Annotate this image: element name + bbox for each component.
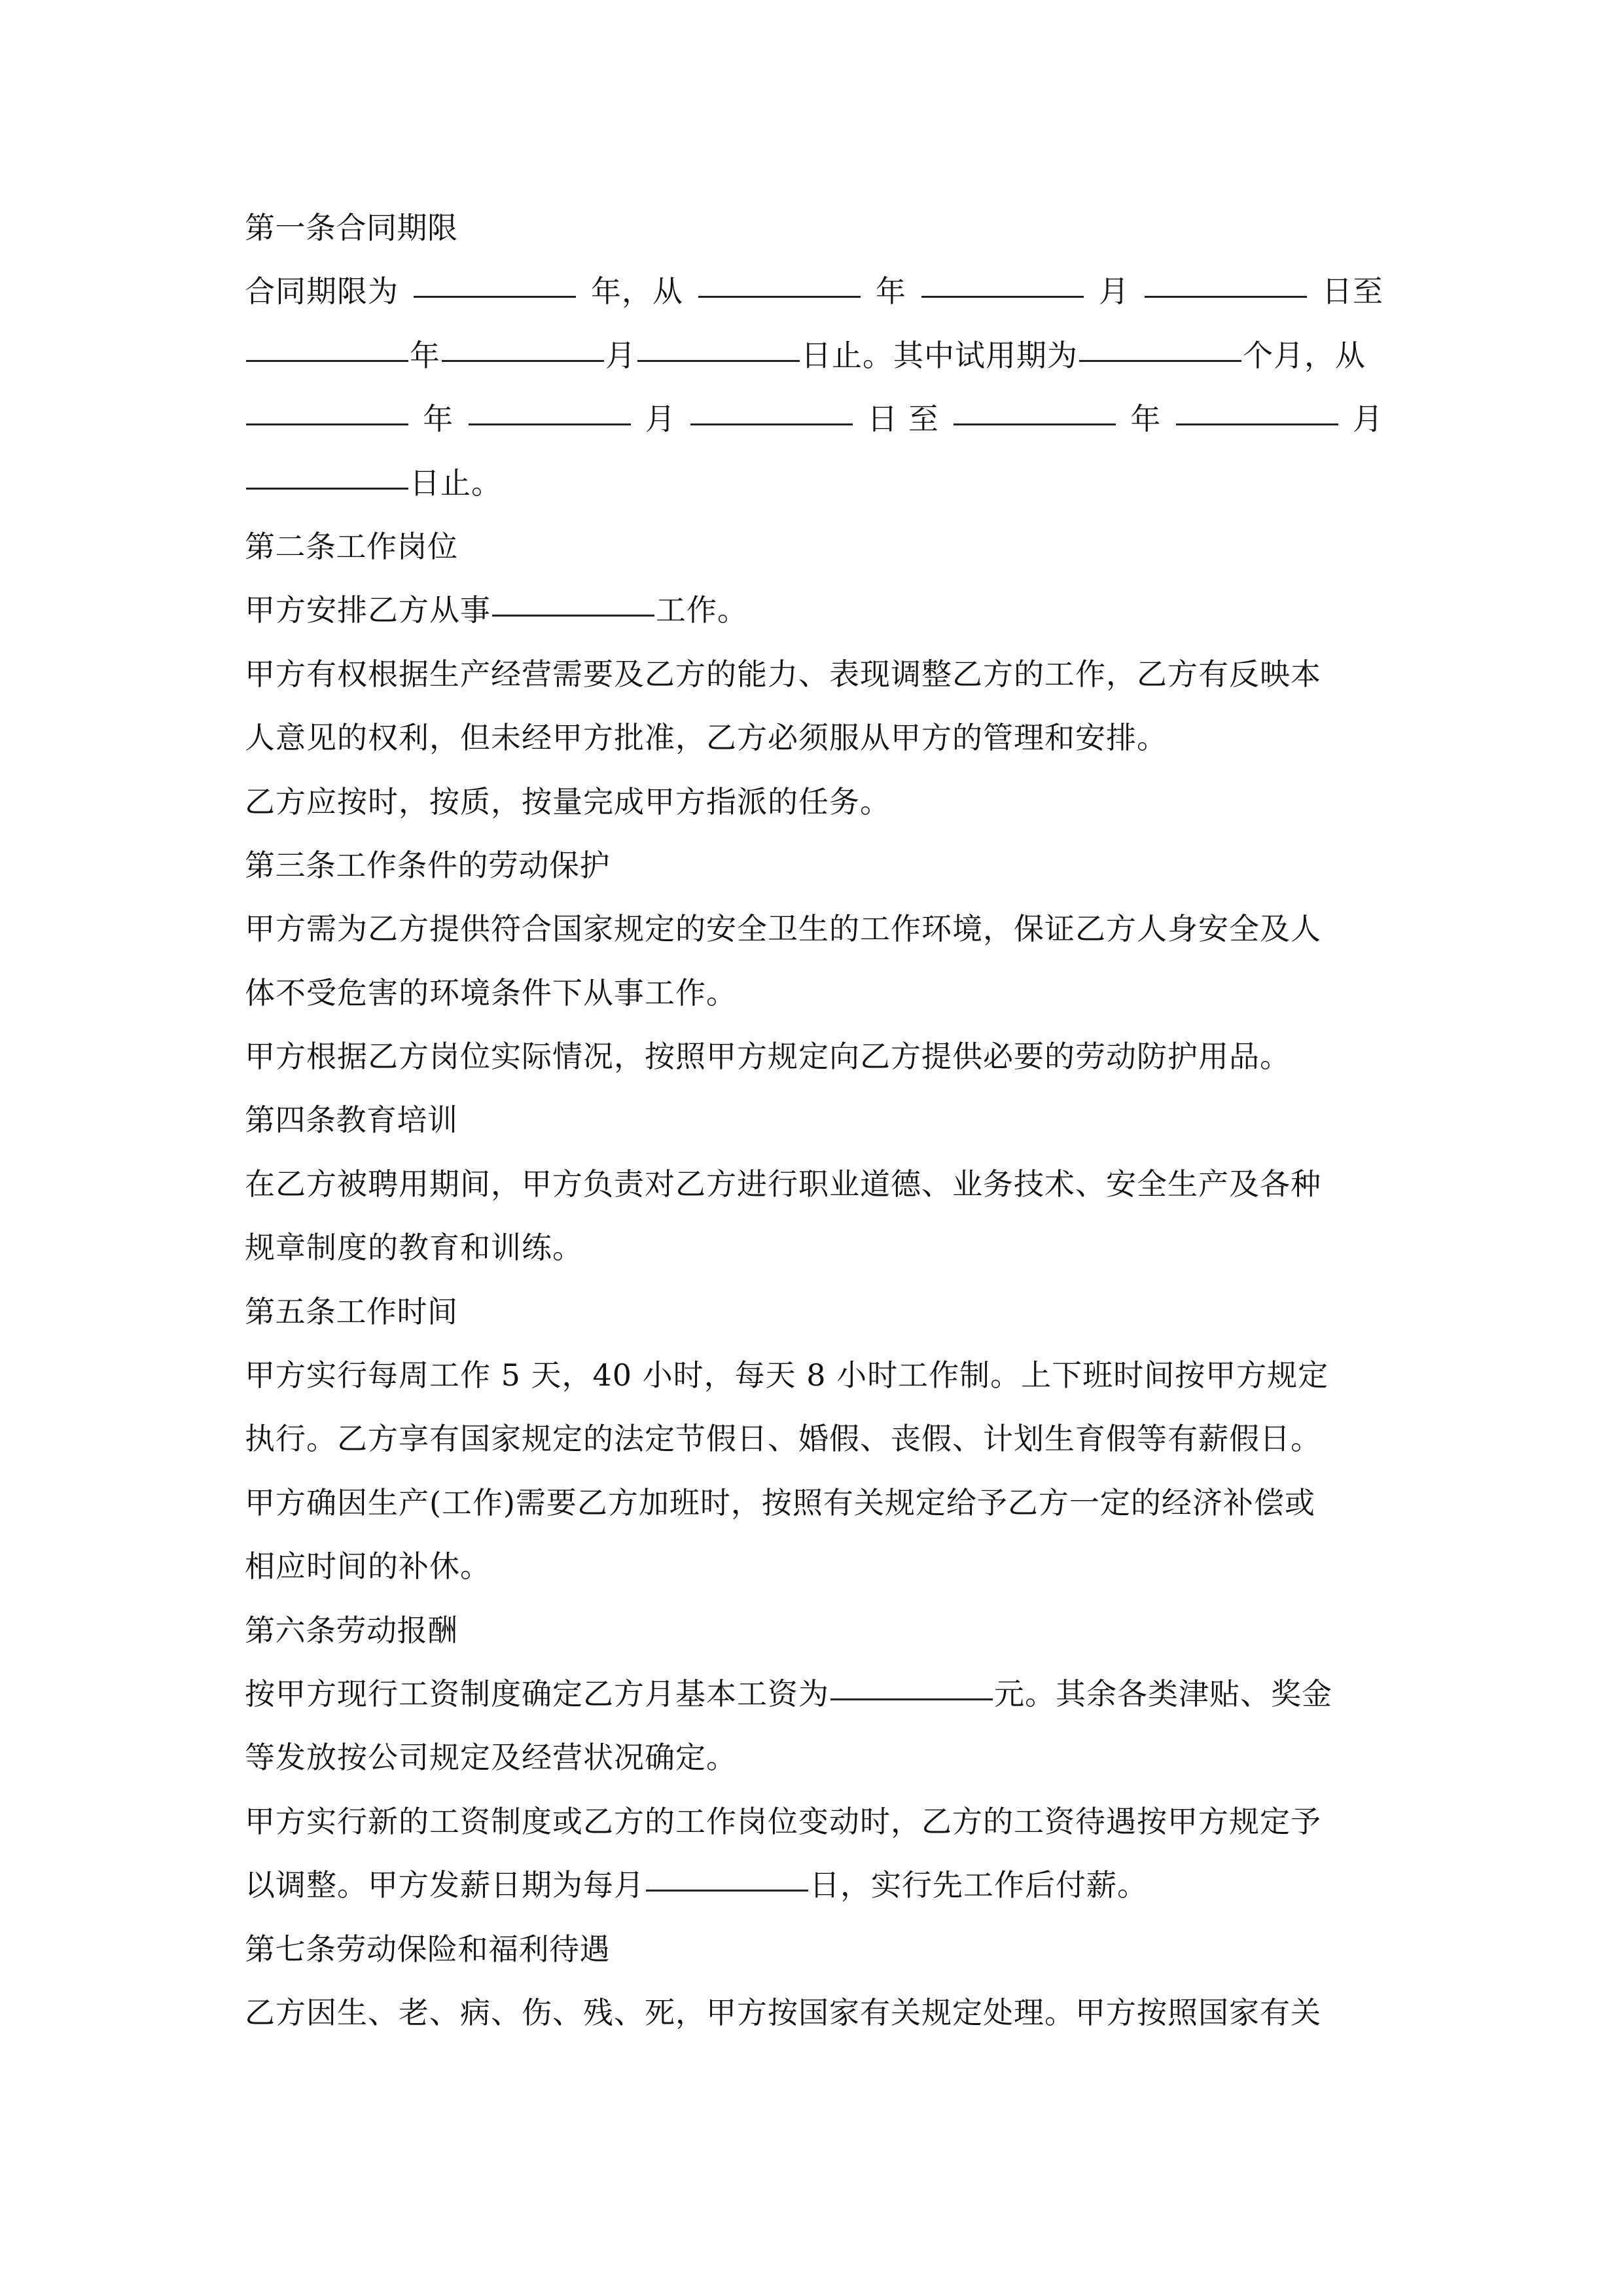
text: 甲方安排乙方从事 [245, 592, 491, 628]
article-4-title: 第四条教育培训 [245, 1102, 458, 1138]
fill-blank-start-year[interactable] [698, 296, 861, 298]
article-6-line-3: 甲方实行新的工资制度或乙方的工作岗位变动时，乙方的工资待遇按甲方规定予 [245, 1803, 1321, 1839]
text: 年 [876, 274, 906, 310]
text: 月 [1352, 401, 1383, 437]
text: 月 [645, 401, 676, 437]
text: 按甲方现行工资制度确定乙方月基本工资为 [245, 1676, 829, 1712]
fill-blank-probation-end-year[interactable] [954, 423, 1116, 425]
article-7-line-1: 乙方因生、老、病、伤、残、死，甲方按国家有关规定处理。甲方按照国家有关 [245, 1994, 1321, 2030]
text: 日，实行先工作后付薪。 [810, 1867, 1148, 1903]
text: 以调整。甲方发薪日期为每月 [245, 1867, 645, 1903]
article-4-line-1: 在乙方被聘用期间，甲方负责对乙方进行职业道德、业务技术、安全生产及各种 [245, 1166, 1321, 1202]
text: 月 [605, 337, 636, 373]
text: 年 [410, 337, 440, 373]
article-3-line-3: 甲方根据乙方岗位实际情况，按照甲方规定向乙方提供必要的劳动防护用品。 [245, 1039, 1291, 1075]
article-1-line-1 [245, 260, 1383, 323]
fill-blank-probation-start-month[interactable] [469, 423, 631, 425]
text: 日止。其中试用期为 [801, 337, 1078, 373]
article-4-line-2: 规章制度的教育和训练。 [245, 1230, 583, 1266]
article-2-line-3: 人意见的权利，但未经甲方批准，乙方必须服从甲方的管理和安排。 [245, 720, 1168, 756]
fill-blank-probation-months[interactable] [1079, 360, 1241, 362]
fill-blank-start-month[interactable] [921, 296, 1084, 298]
article-1-line-4 [245, 452, 1383, 515]
fill-blank-probation-end-month[interactable] [1176, 423, 1338, 425]
text: 合同期限为 [245, 274, 399, 310]
fill-blank-base-salary[interactable] [830, 1698, 993, 1700]
article-5-line-4: 相应时间的补休。 [245, 1549, 491, 1585]
fill-blank-end-month[interactable] [442, 360, 604, 362]
article-1-title: 第一条合同期限 [245, 210, 458, 245]
article-2-line-2: 甲方有权根据生产经营需要及乙方的能力、表现调整乙方的工作，乙方有反映本 [245, 656, 1321, 692]
fill-blank-probation-start-year[interactable] [246, 423, 408, 425]
article-5-line-1: 甲方实行每周工作 5 天，40 小时，每天 8 小时工作制。上下班时间按甲方规定 [245, 1357, 1329, 1393]
text: 元。其余各类津贴、奖金 [994, 1676, 1332, 1712]
article-7-title: 第七条劳动保险和福利待遇 [245, 1931, 610, 1967]
article-2-line-4: 乙方应按时，按质，按量完成甲方指派的任务。 [245, 783, 891, 819]
article-6-line-1 [245, 1662, 1383, 1726]
article-5-title: 第五条工作时间 [245, 1293, 458, 1329]
fill-blank-end-day[interactable] [637, 360, 800, 362]
text: 年 [423, 401, 454, 437]
article-2-title: 第二条工作岗位 [245, 528, 458, 564]
text: 年 [1130, 401, 1162, 437]
article-3-title: 第三条工作条件的劳动保护 [245, 847, 610, 883]
fill-blank-start-day[interactable] [1145, 296, 1307, 298]
text: 日至 [1322, 274, 1383, 310]
article-1-line-3 [245, 387, 1383, 451]
article-6-title: 第六条劳动报酬 [245, 1612, 458, 1648]
contract-page [245, 196, 1383, 2045]
text: 个月，从 [1243, 337, 1366, 373]
text: 日止。 [410, 465, 502, 501]
fill-blank-contract-years[interactable] [414, 296, 576, 298]
text: 日 至 [867, 401, 939, 437]
fill-blank-job-position[interactable] [492, 615, 654, 617]
article-5-line-2: 执行。乙方享有国家规定的法定节假日、婚假、丧假、计划生育假等有薪假日。 [245, 1421, 1321, 1457]
article-3-line-2: 体不受危害的环境条件下从事工作。 [245, 975, 737, 1011]
fill-blank-probation-start-day[interactable] [690, 423, 853, 425]
fill-blank-payday[interactable] [646, 1890, 808, 1892]
article-5-line-3: 甲方确因生产(工作)需要乙方加班时，按照有关规定给予乙方一定的经济补偿或 [245, 1484, 1315, 1520]
text: 年，从 [591, 274, 683, 310]
article-6-line-4 [245, 1854, 1383, 1917]
article-6-line-2: 等发放按公司规定及经营状况确定。 [245, 1740, 737, 1776]
fill-blank-end-year[interactable] [246, 360, 408, 362]
article-2-line-1 [245, 579, 1383, 642]
article-1-line-2 [245, 324, 1383, 387]
text: 工作。 [656, 592, 748, 628]
text: 月 [1099, 274, 1130, 310]
fill-blank-probation-end-day[interactable] [246, 488, 408, 490]
article-3-line-1: 甲方需为乙方提供符合国家规定的安全卫生的工作环境，保证乙方人身安全及人 [245, 911, 1321, 947]
